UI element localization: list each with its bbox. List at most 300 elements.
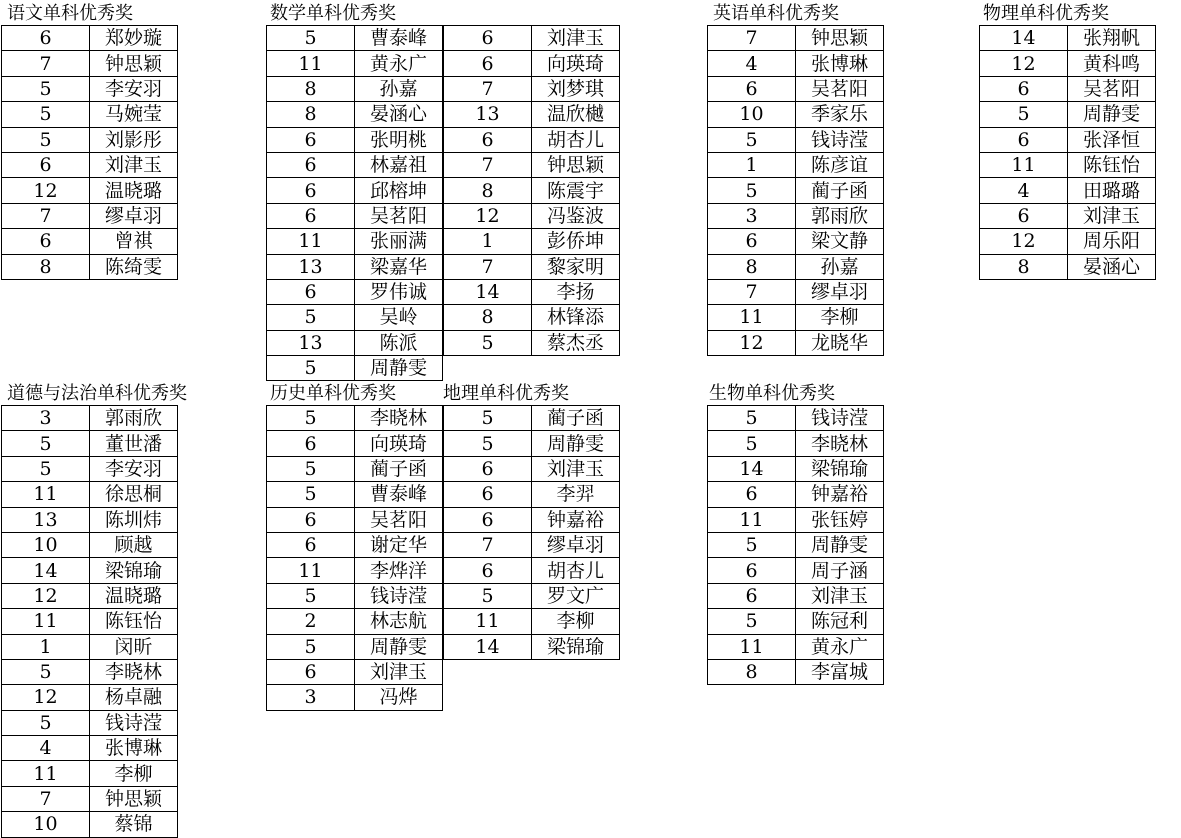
class-number-cell: 7: [444, 254, 532, 279]
student-name-cell: 钱诗滢: [796, 127, 884, 152]
morality-row: [2, 685, 178, 710]
student-name-cell: 向瑛琦: [532, 51, 620, 76]
class-number-cell: 11: [2, 609, 90, 634]
class-number-cell: 6: [708, 229, 796, 254]
math-left-row: [267, 26, 443, 51]
class-number-cell: 5: [708, 609, 796, 634]
student-name-cell: 刘津玉: [532, 26, 620, 51]
class-number-cell: 5: [2, 456, 90, 481]
biology-row: [708, 482, 884, 507]
class-number-cell: 7: [2, 51, 90, 76]
class-number-cell: 12: [444, 203, 532, 228]
class-number-cell: 1: [2, 634, 90, 659]
morality-row: [2, 456, 178, 481]
chinese-row: [2, 127, 178, 152]
student-name-cell: 缪卓羽: [90, 203, 178, 228]
math-right-row: [444, 76, 620, 101]
student-name-cell: 吴茗阳: [355, 507, 443, 532]
student-name-cell: 张博琳: [90, 736, 178, 761]
class-number-cell: 5: [708, 431, 796, 456]
math-left-row: [267, 203, 443, 228]
math-award-table-right: [443, 25, 620, 356]
student-name-cell: 梁嘉华: [355, 254, 443, 279]
student-name-cell: 郑妙璇: [90, 26, 178, 51]
math-left-row: [267, 127, 443, 152]
student-name-cell: 林锋添: [532, 305, 620, 330]
class-number-cell: 12: [708, 330, 796, 355]
biology-award-title: 生物单科优秀奖: [709, 383, 835, 404]
math-right-row: [444, 127, 620, 152]
student-name-cell: 温晓璐: [90, 178, 178, 203]
math-right-row: [444, 203, 620, 228]
student-name-cell: 李富城: [796, 659, 884, 684]
math-right-row: [444, 178, 620, 203]
student-name-cell: 郭雨欣: [796, 203, 884, 228]
student-name-cell: 陈绮雯: [90, 254, 178, 279]
morality-row: [2, 482, 178, 507]
student-name-cell: 梁锦瑜: [532, 634, 620, 659]
student-name-cell: 蔡杰丞: [532, 330, 620, 355]
english-row: [708, 102, 884, 127]
physics-row: [980, 152, 1156, 177]
student-name-cell: 晏涵心: [1068, 254, 1156, 279]
student-name-cell: 陈派: [355, 330, 443, 355]
math-left-row: [267, 305, 443, 330]
math-left-row: [267, 330, 443, 355]
student-name-cell: 刘津玉: [90, 152, 178, 177]
student-name-cell: 黎家明: [532, 254, 620, 279]
class-number-cell: 2: [267, 609, 355, 634]
class-number-cell: 6: [267, 178, 355, 203]
class-number-cell: 7: [708, 279, 796, 304]
geography-row: [444, 583, 620, 608]
biology-award-table: [707, 405, 884, 685]
student-name-cell: 邱榕坤: [355, 178, 443, 203]
history-row: [267, 558, 443, 583]
history-row: [267, 609, 443, 634]
class-number-cell: 6: [267, 279, 355, 304]
english-award-title: 英语单科优秀奖: [713, 3, 839, 24]
geography-row: [444, 634, 620, 659]
student-name-cell: 曹泰峰: [355, 482, 443, 507]
physics-row: [980, 127, 1156, 152]
morality-row: [2, 659, 178, 684]
class-number-cell: 6: [267, 203, 355, 228]
chinese-award-title: 语文单科优秀奖: [7, 3, 133, 24]
student-name-cell: 钟思颖: [90, 786, 178, 811]
class-number-cell: 6: [444, 51, 532, 76]
class-number-cell: 13: [267, 254, 355, 279]
geography-row: [444, 482, 620, 507]
class-number-cell: 5: [267, 583, 355, 608]
morality-row: [2, 786, 178, 811]
student-name-cell: 钱诗滢: [796, 406, 884, 431]
class-number-cell: 5: [708, 406, 796, 431]
history-row: [267, 634, 443, 659]
student-name-cell: 钱诗滢: [90, 710, 178, 735]
class-number-cell: 6: [267, 532, 355, 557]
chinese-row: [2, 178, 178, 203]
student-name-cell: 刘津玉: [1068, 203, 1156, 228]
class-number-cell: 6: [2, 229, 90, 254]
class-number-cell: 14: [2, 558, 90, 583]
student-name-cell: 钟嘉裕: [532, 507, 620, 532]
class-number-cell: 6: [2, 26, 90, 51]
chinese-row: [2, 26, 178, 51]
class-number-cell: 6: [444, 456, 532, 481]
student-name-cell: 李柳: [90, 761, 178, 786]
chinese-award-table: [1, 25, 178, 280]
class-number-cell: 5: [267, 456, 355, 481]
history-row: [267, 482, 443, 507]
english-row: [708, 178, 884, 203]
biology-row: [708, 609, 884, 634]
student-name-cell: 周乐阳: [1068, 229, 1156, 254]
morality-row: [2, 558, 178, 583]
student-name-cell: 孙嘉: [355, 76, 443, 101]
student-name-cell: 陈钰怡: [90, 609, 178, 634]
student-name-cell: 刘津玉: [796, 583, 884, 608]
student-name-cell: 吴茗阳: [796, 76, 884, 101]
student-name-cell: 林志航: [355, 609, 443, 634]
math-left-row: [267, 76, 443, 101]
student-name-cell: 张钰婷: [796, 507, 884, 532]
student-name-cell: 温晓璐: [90, 583, 178, 608]
class-number-cell: 5: [267, 356, 355, 381]
student-name-cell: 吴茗阳: [1068, 76, 1156, 101]
history-row: [267, 406, 443, 431]
geography-row: [444, 532, 620, 557]
class-number-cell: 8: [708, 659, 796, 684]
class-number-cell: 5: [2, 102, 90, 127]
morality-row: [2, 532, 178, 557]
biology-row: [708, 431, 884, 456]
physics-row: [980, 26, 1156, 51]
class-number-cell: 5: [267, 634, 355, 659]
class-number-cell: 5: [2, 76, 90, 101]
class-number-cell: 14: [444, 279, 532, 304]
class-number-cell: 5: [267, 406, 355, 431]
student-name-cell: 李安羽: [90, 456, 178, 481]
student-name-cell: 张泽恒: [1068, 127, 1156, 152]
math-right-row: [444, 279, 620, 304]
class-number-cell: 11: [267, 229, 355, 254]
geography-row: [444, 609, 620, 634]
physics-row: [980, 51, 1156, 76]
student-name-cell: 周静雯: [355, 634, 443, 659]
class-number-cell: 12: [2, 583, 90, 608]
student-name-cell: 闵昕: [90, 634, 178, 659]
chinese-row: [2, 229, 178, 254]
class-number-cell: 8: [267, 102, 355, 127]
student-name-cell: 刘津玉: [532, 456, 620, 481]
student-name-cell: 钟思颖: [532, 152, 620, 177]
morality-row: [2, 431, 178, 456]
class-number-cell: 5: [444, 431, 532, 456]
class-number-cell: 7: [444, 76, 532, 101]
student-name-cell: 李扬: [532, 279, 620, 304]
class-number-cell: 10: [2, 812, 90, 837]
student-name-cell: 陈彦谊: [796, 152, 884, 177]
english-row: [708, 152, 884, 177]
class-number-cell: 4: [980, 178, 1068, 203]
class-number-cell: 6: [267, 127, 355, 152]
student-name-cell: 谢定华: [355, 532, 443, 557]
class-number-cell: 6: [2, 152, 90, 177]
class-number-cell: 11: [708, 507, 796, 532]
student-name-cell: 钱诗滢: [355, 583, 443, 608]
class-number-cell: 5: [980, 102, 1068, 127]
math-left-row: [267, 152, 443, 177]
student-name-cell: 李柳: [796, 305, 884, 330]
student-name-cell: 黄永广: [355, 51, 443, 76]
history-row: [267, 685, 443, 710]
class-number-cell: 11: [708, 305, 796, 330]
student-name-cell: 田璐璐: [1068, 178, 1156, 203]
math-right-row: [444, 229, 620, 254]
history-row: [267, 659, 443, 684]
biology-row: [708, 406, 884, 431]
student-name-cell: 李柳: [532, 609, 620, 634]
morality-row: [2, 406, 178, 431]
student-name-cell: 陈钰怡: [1068, 152, 1156, 177]
morality-row: [2, 710, 178, 735]
physics-award-title: 物理单科优秀奖: [983, 3, 1109, 24]
student-name-cell: 冯烨: [355, 685, 443, 710]
student-name-cell: 李晓林: [355, 406, 443, 431]
class-number-cell: 6: [444, 558, 532, 583]
class-number-cell: 11: [444, 609, 532, 634]
student-name-cell: 温欣樾: [532, 102, 620, 127]
student-name-cell: 曹泰峰: [355, 26, 443, 51]
morality-row: [2, 583, 178, 608]
class-number-cell: 6: [980, 203, 1068, 228]
class-number-cell: 6: [267, 431, 355, 456]
student-name-cell: 李晓林: [796, 431, 884, 456]
class-number-cell: 6: [444, 507, 532, 532]
student-name-cell: 刘梦琪: [532, 76, 620, 101]
physics-row: [980, 203, 1156, 228]
student-name-cell: 周静雯: [532, 431, 620, 456]
math-left-row: [267, 229, 443, 254]
biology-row: [708, 507, 884, 532]
student-name-cell: 张博琳: [796, 51, 884, 76]
math-left-row: [267, 51, 443, 76]
class-number-cell: 7: [444, 152, 532, 177]
physics-award-table: [979, 25, 1156, 280]
english-row: [708, 305, 884, 330]
morality-row: [2, 812, 178, 837]
chinese-row: [2, 76, 178, 101]
student-name-cell: 陈冠利: [796, 609, 884, 634]
class-number-cell: 11: [2, 482, 90, 507]
biology-row: [708, 634, 884, 659]
student-name-cell: 晏涵心: [355, 102, 443, 127]
geography-row: [444, 507, 620, 532]
student-name-cell: 吴岭: [355, 305, 443, 330]
class-number-cell: 5: [444, 330, 532, 355]
student-name-cell: 黄科鸣: [1068, 51, 1156, 76]
class-number-cell: 1: [708, 152, 796, 177]
class-number-cell: 8: [444, 178, 532, 203]
class-number-cell: 7: [2, 203, 90, 228]
class-number-cell: 1: [444, 229, 532, 254]
class-number-cell: 8: [444, 305, 532, 330]
student-name-cell: 胡杏儿: [532, 558, 620, 583]
student-name-cell: 杨卓融: [90, 685, 178, 710]
class-number-cell: 10: [708, 102, 796, 127]
student-name-cell: 李烨洋: [355, 558, 443, 583]
student-name-cell: 周静雯: [796, 532, 884, 557]
morality-row: [2, 609, 178, 634]
student-name-cell: 梁锦瑜: [796, 456, 884, 481]
class-number-cell: 12: [980, 229, 1068, 254]
student-name-cell: 钟思颖: [90, 51, 178, 76]
geography-award-table: [443, 405, 620, 660]
student-name-cell: 马婉莹: [90, 102, 178, 127]
biology-row: [708, 456, 884, 481]
math-left-row: [267, 254, 443, 279]
math-award-title: 数学单科优秀奖: [270, 3, 396, 24]
student-name-cell: 钟嘉裕: [796, 482, 884, 507]
class-number-cell: 8: [980, 254, 1068, 279]
class-number-cell: 5: [2, 431, 90, 456]
class-number-cell: 11: [2, 761, 90, 786]
student-name-cell: 顾越: [90, 532, 178, 557]
class-number-cell: 6: [980, 76, 1068, 101]
class-number-cell: 3: [267, 685, 355, 710]
student-name-cell: 陈圳炜: [90, 507, 178, 532]
class-number-cell: 7: [444, 532, 532, 557]
geography-row: [444, 431, 620, 456]
student-name-cell: 季家乐: [796, 102, 884, 127]
class-number-cell: 6: [444, 26, 532, 51]
history-award-table: [266, 405, 443, 711]
class-number-cell: 6: [267, 659, 355, 684]
chinese-row: [2, 102, 178, 127]
class-number-cell: 12: [980, 51, 1068, 76]
class-number-cell: 12: [2, 685, 90, 710]
chinese-row: [2, 152, 178, 177]
class-number-cell: 4: [708, 51, 796, 76]
class-number-cell: 3: [708, 203, 796, 228]
english-row: [708, 76, 884, 101]
student-name-cell: 郭雨欣: [90, 406, 178, 431]
class-number-cell: 5: [267, 305, 355, 330]
student-name-cell: 梁文静: [796, 229, 884, 254]
class-number-cell: 6: [708, 76, 796, 101]
class-number-cell: 6: [267, 152, 355, 177]
geography-award-title: 地理单科优秀奖: [443, 383, 569, 404]
student-name-cell: 彭侨坤: [532, 229, 620, 254]
student-name-cell: 孙嘉: [796, 254, 884, 279]
class-number-cell: 11: [980, 152, 1068, 177]
student-name-cell: 缪卓羽: [796, 279, 884, 304]
biology-row: [708, 659, 884, 684]
student-name-cell: 董世潘: [90, 431, 178, 456]
math-right-row: [444, 51, 620, 76]
english-row: [708, 51, 884, 76]
student-name-cell: 张丽满: [355, 229, 443, 254]
student-name-cell: 周子涵: [796, 558, 884, 583]
class-number-cell: 11: [708, 634, 796, 659]
class-number-cell: 5: [267, 26, 355, 51]
class-number-cell: 14: [980, 26, 1068, 51]
chinese-row: [2, 254, 178, 279]
class-number-cell: 5: [708, 127, 796, 152]
class-number-cell: 5: [444, 583, 532, 608]
biology-row: [708, 558, 884, 583]
math-left-row: [267, 279, 443, 304]
physics-row: [980, 76, 1156, 101]
class-number-cell: 6: [708, 583, 796, 608]
math-right-row: [444, 102, 620, 127]
physics-row: [980, 178, 1156, 203]
student-name-cell: 李晓林: [90, 659, 178, 684]
biology-row: [708, 583, 884, 608]
morality-row: [2, 507, 178, 532]
class-number-cell: 12: [2, 178, 90, 203]
math-right-row: [444, 330, 620, 355]
class-number-cell: 7: [2, 786, 90, 811]
class-number-cell: 6: [267, 507, 355, 532]
math-left-row: [267, 178, 443, 203]
student-name-cell: 蔺子函: [532, 406, 620, 431]
morality-award-title: 道德与法治单科优秀奖: [7, 383, 187, 404]
student-name-cell: 缪卓羽: [532, 532, 620, 557]
student-name-cell: 吴茗阳: [355, 203, 443, 228]
geography-row: [444, 558, 620, 583]
class-number-cell: 13: [267, 330, 355, 355]
student-name-cell: 刘津玉: [355, 659, 443, 684]
class-number-cell: 5: [708, 178, 796, 203]
chinese-row: [2, 51, 178, 76]
student-name-cell: 钟思颖: [796, 26, 884, 51]
student-name-cell: 罗伟诚: [355, 279, 443, 304]
geography-row: [444, 456, 620, 481]
english-row: [708, 279, 884, 304]
student-name-cell: 胡杏儿: [532, 127, 620, 152]
class-number-cell: 6: [980, 127, 1068, 152]
student-name-cell: 蔺子函: [796, 178, 884, 203]
class-number-cell: 5: [2, 710, 90, 735]
math-right-row: [444, 305, 620, 330]
class-number-cell: 7: [708, 26, 796, 51]
class-number-cell: 6: [708, 558, 796, 583]
class-number-cell: 10: [2, 532, 90, 557]
student-name-cell: 蔡锦: [90, 812, 178, 837]
student-name-cell: 张翔帆: [1068, 26, 1156, 51]
math-right-row: [444, 152, 620, 177]
student-name-cell: 梁锦瑜: [90, 558, 178, 583]
student-name-cell: 龙晓华: [796, 330, 884, 355]
math-left-row: [267, 102, 443, 127]
history-award-title: 历史单科优秀奖: [270, 383, 396, 404]
student-name-cell: 李安羽: [90, 76, 178, 101]
english-row: [708, 127, 884, 152]
class-number-cell: 11: [267, 558, 355, 583]
chinese-row: [2, 203, 178, 228]
student-name-cell: 向瑛琦: [355, 431, 443, 456]
student-name-cell: 刘影彤: [90, 127, 178, 152]
student-name-cell: 黄永广: [796, 634, 884, 659]
class-number-cell: 5: [444, 406, 532, 431]
student-name-cell: 李羿: [532, 482, 620, 507]
student-name-cell: 曾祺: [90, 229, 178, 254]
physics-row: [980, 102, 1156, 127]
class-number-cell: 5: [708, 532, 796, 557]
class-number-cell: 6: [444, 127, 532, 152]
